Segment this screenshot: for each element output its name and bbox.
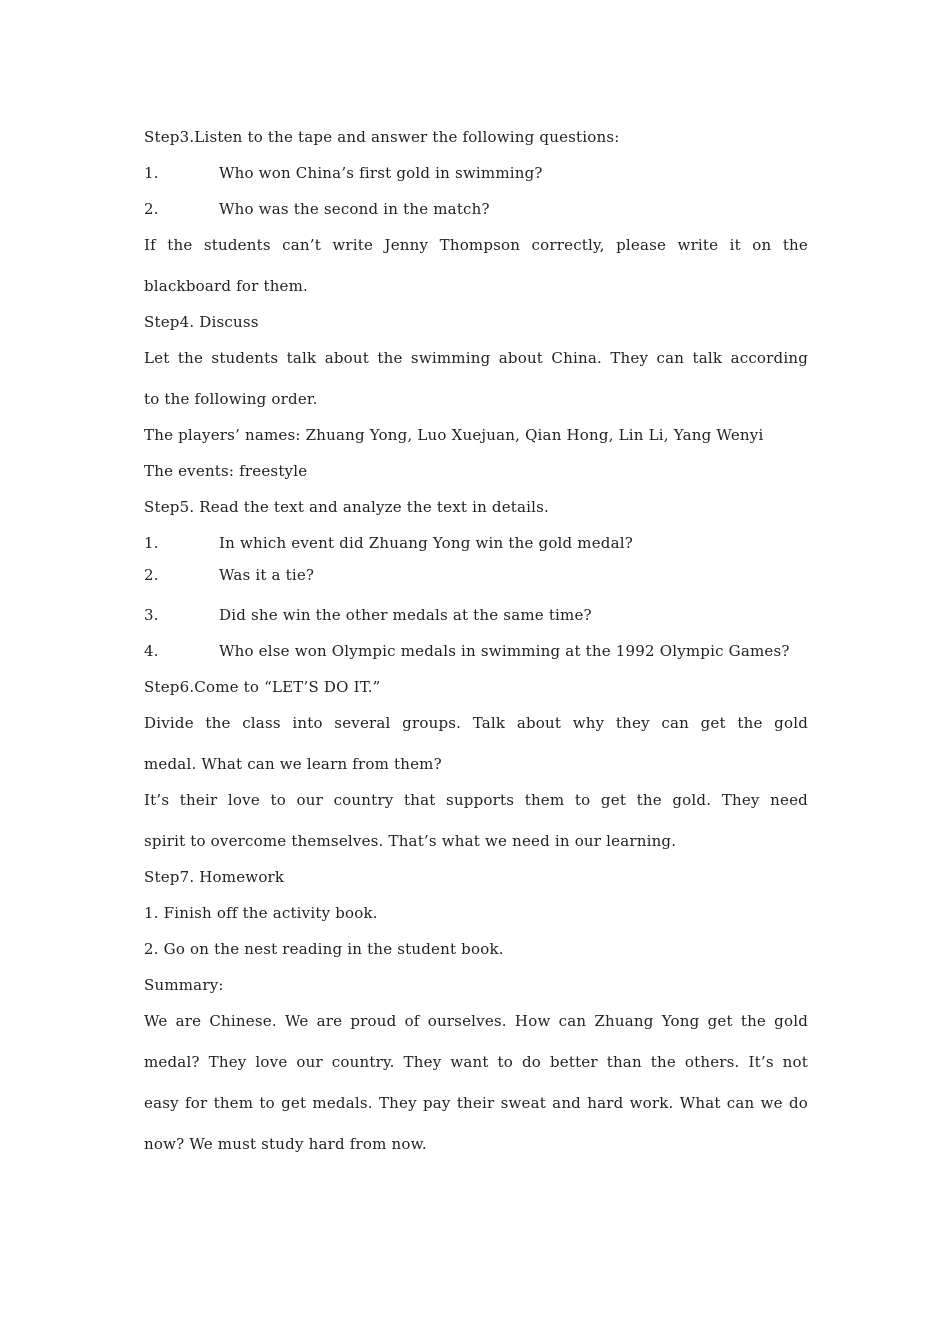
step6-line-4: spirit to overcome themselves. That’s what we need in our learning. — [144, 832, 677, 850]
summary-heading: Summary: — [144, 976, 224, 994]
step5-heading: Step5. Read the text and analyze the text in details. — [144, 498, 550, 516]
summary-line-1: We are Chinese. We are proud of ourselves. How can Zhuang Yong get the gold — [144, 1012, 808, 1030]
question-number: 1. — [144, 534, 159, 552]
step5-question-1 — [144, 533, 808, 553]
question-number: 4. — [144, 642, 159, 660]
question-text: Was it a tie? — [219, 566, 315, 584]
step6-line-3: It’s their love to our country that supports them to get the gold. They need — [144, 791, 808, 809]
step4-line-2: to the following order. — [144, 390, 318, 408]
step5-question-4 — [144, 641, 808, 661]
question-number: 2. — [144, 200, 159, 218]
question-number: 1. — [144, 164, 159, 182]
step6-heading: Step6.Come to “LET’S DO IT.” — [144, 678, 381, 696]
step4-players: The players’ names: Zhuang Yong, Luo Xuejuan, Qian Hong, Lin Li, Yang Wenyi — [144, 426, 764, 444]
step3-question-2 — [144, 199, 808, 219]
question-number: 2. — [144, 566, 159, 584]
step4-line-1: Let the students talk about the swimming about China. They can talk according — [144, 349, 808, 367]
homework-item-2: 2. Go on the nest reading in the student book. — [144, 940, 504, 958]
step3-note-line-2: blackboard for them. — [144, 277, 309, 295]
question-text: Who won China’s first gold in swimming? — [219, 164, 543, 182]
step6-line-1: Divide the class into several groups. Talk about why they can get the gold — [144, 714, 808, 732]
step4-events: The events: freestyle — [144, 462, 308, 480]
question-text: Who was the second in the match? — [219, 200, 490, 218]
summary-line-3: easy for them to get medals. They pay their sweat and hard work. What can we do — [144, 1094, 808, 1112]
step3-heading: Step3.Listen to the tape and answer the following questions: — [144, 128, 620, 146]
question-number: 3. — [144, 606, 159, 624]
summary-line-2: medal? They love our country. They want to do better than the others. It’s not — [144, 1053, 808, 1071]
question-text: Who else won Olympic medals in swimming at the 1992 Olympic Games? — [219, 642, 790, 660]
step3-note-line-1: If the students can’t write Jenny Thompson correctly, please write it on the — [144, 236, 808, 254]
question-text: In which event did Zhuang Yong win the gold medal? — [219, 534, 633, 552]
step5-question-3 — [144, 605, 808, 625]
step4-heading: Step4. Discuss — [144, 313, 259, 331]
question-text: Did she win the other medals at the same time? — [219, 606, 592, 624]
step5-question-2 — [144, 565, 808, 585]
homework-item-1: 1. Finish off the activity book. — [144, 904, 378, 922]
step6-line-2: medal. What can we learn from them? — [144, 755, 442, 773]
step3-question-1 — [144, 163, 808, 183]
step7-heading: Step7. Homework — [144, 868, 285, 886]
summary-line-4: now? We must study hard from now. — [144, 1135, 427, 1153]
